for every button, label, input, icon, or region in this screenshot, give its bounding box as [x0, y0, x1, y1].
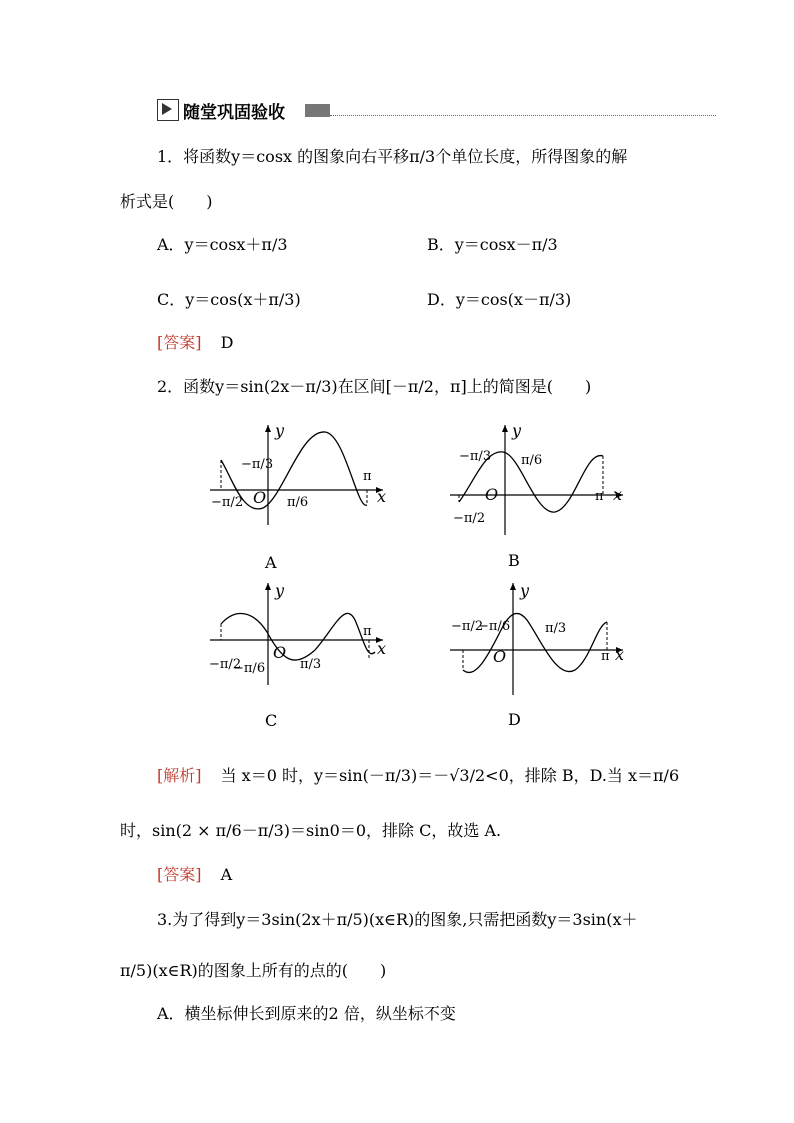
- graph-a: [205, 420, 390, 530]
- q2-line1: 2．函数y＝sin(2x－π/3)在区间[－π/2，π]上的简图是( ): [157, 377, 592, 396]
- graph-d-label: D: [508, 710, 521, 729]
- svg-text:y: y: [275, 421, 285, 440]
- q1-option-c: C．y＝cos(x＋π/3): [157, 290, 301, 309]
- q2-answer: [157, 862, 232, 885]
- graph-c-label: C: [265, 711, 278, 730]
- graph-a-label: A: [265, 553, 277, 572]
- answer-tag: [答案]: [157, 333, 202, 352]
- svg-text:−π/2: −π/2: [211, 495, 244, 510]
- svg-text:−π/3: −π/3: [459, 449, 492, 464]
- svg-text:π/3: π/3: [300, 657, 322, 672]
- svg-text:π: π: [595, 489, 604, 504]
- svg-text:x: x: [377, 487, 387, 506]
- q1-line1: 1．将函数y＝cosx 的图象向右平移π/3个单位长度，所得图象的解: [157, 147, 628, 166]
- svg-text:−π/6: −π/6: [233, 661, 266, 676]
- graph-d: [445, 580, 630, 700]
- svg-text:y: y: [520, 581, 530, 600]
- svg-text:−π/2: −π/2: [209, 657, 242, 672]
- q2-analysis-line1: [157, 763, 679, 786]
- svg-text:−π/2: −π/2: [451, 619, 484, 634]
- q1-line2: 析式是( ): [120, 192, 213, 211]
- section-title: 随堂巩固验收: [183, 103, 285, 123]
- svg-text:π/6: π/6: [287, 495, 309, 510]
- svg-text:−π/3: −π/3: [241, 457, 274, 472]
- svg-text:π: π: [363, 624, 372, 639]
- graph-c: [205, 580, 390, 690]
- answer-value: D: [220, 333, 234, 352]
- q1-option-a: A．y＝cosx＋π/3: [157, 235, 288, 254]
- answer-tag: [答案]: [157, 865, 202, 884]
- q2-analysis-line2: 时，sin(2 × π/6－π/3)＝sin0＝0，排除 C，故选 A.: [120, 821, 502, 840]
- q3-line1: 3.为了得到y＝3sin(2x＋π/5)(x∈R)的图象,只需把函数y＝3sin(x＋: [157, 910, 638, 929]
- q1-option-b: B．y＝cosx－π/3: [427, 235, 558, 254]
- q3-option-a: A．横坐标伸长到原来的2 倍，纵坐标不变: [157, 1004, 456, 1023]
- graph-b: [445, 420, 630, 540]
- svg-text:x: x: [613, 485, 623, 504]
- svg-text:O: O: [493, 647, 507, 666]
- svg-text:y: y: [512, 421, 522, 440]
- play-arrow-icon: [162, 103, 172, 115]
- analysis-text-1: 当 x＝0 时，y＝sin(－π/3)＝－√3/2<0，排除 B，D.当 x＝π/6: [220, 766, 680, 785]
- svg-text:π: π: [601, 649, 610, 664]
- svg-text:x: x: [377, 639, 387, 658]
- svg-text:O: O: [273, 643, 287, 662]
- q1-option-d: D．y＝cos(x－π/3): [427, 290, 572, 309]
- graph-b-label: B: [508, 551, 520, 570]
- svg-text:π/6: π/6: [521, 453, 543, 468]
- answer-value: A: [220, 865, 233, 884]
- svg-text:O: O: [253, 488, 267, 507]
- svg-text:O: O: [485, 485, 499, 504]
- header-bar: [305, 104, 330, 117]
- svg-text:y: y: [275, 581, 285, 600]
- q3-line2: π/5)(x∈R)的图象上所有的点的( ): [120, 961, 387, 980]
- analysis-tag: [解析]: [157, 766, 202, 785]
- svg-text:−π/2: −π/2: [453, 511, 486, 526]
- svg-text:π: π: [363, 469, 372, 484]
- header-dotted-line: [330, 115, 716, 116]
- q1-answer: [157, 330, 233, 353]
- svg-text:−π/6: −π/6: [478, 619, 511, 634]
- svg-text:x: x: [615, 645, 625, 664]
- svg-text:π/3: π/3: [545, 621, 567, 636]
